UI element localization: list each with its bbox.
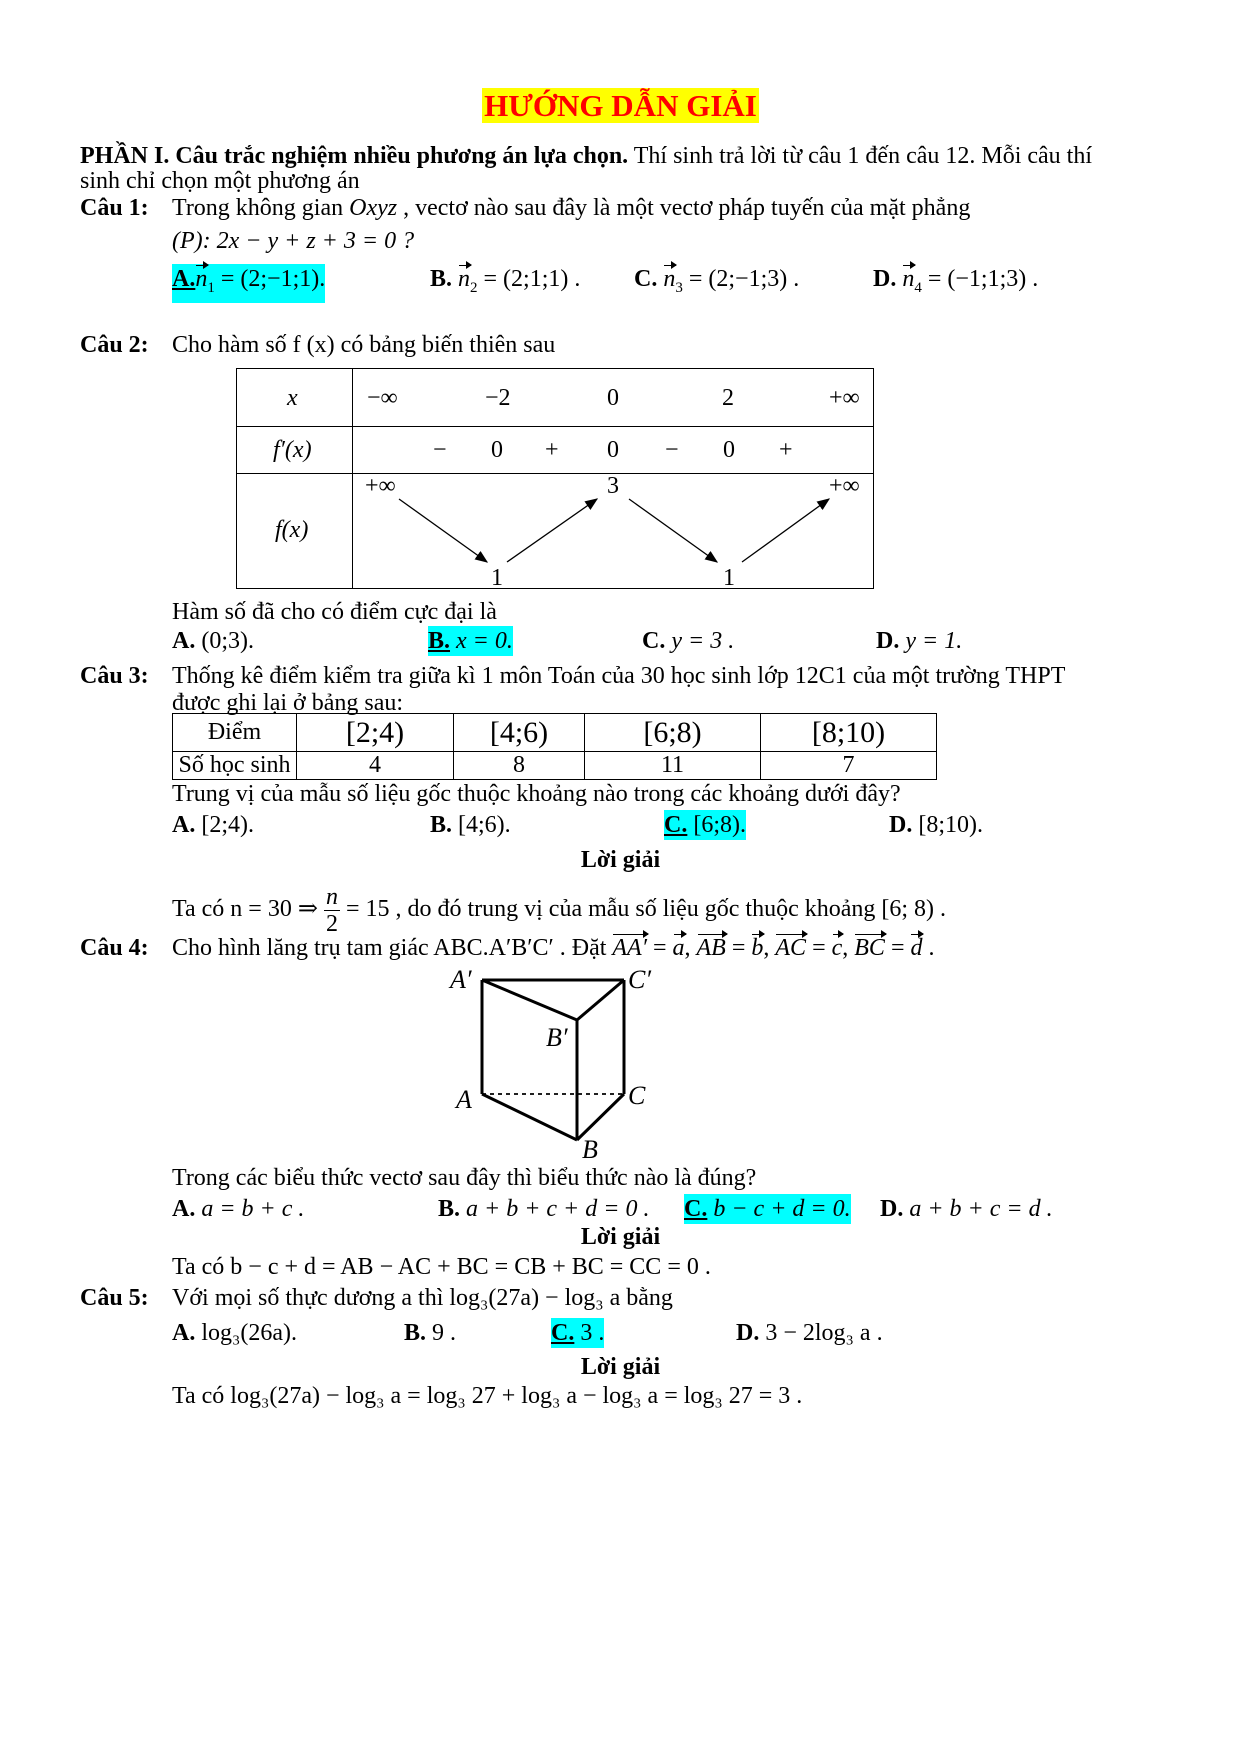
q4-option-a[interactable]: A. a = b + c .	[172, 1196, 305, 1222]
q3-option-b[interactable]: B. [4;6).	[430, 812, 511, 838]
part1-instruction: sinh chỉ chọn một phương án	[80, 168, 360, 194]
count-value: 4	[297, 752, 454, 780]
vt-f-value: +∞	[829, 473, 860, 499]
vt-f-label: f(x)	[275, 517, 309, 543]
score-table-header: Điểm	[173, 714, 297, 752]
part1-heading: PHẦN I. Câu trắc nghiệm nhiều phương án lựa chọn. Thí sinh trả lời từ câu 1 đến câu 12. Mỗi câu thí	[80, 143, 1093, 169]
q2-question: Hàm số đã cho có điểm cực đại là	[172, 599, 497, 625]
q3-solution-label: Lời giải	[580, 847, 661, 873]
q5-option-b[interactable]: B. 9 .	[404, 1320, 457, 1346]
q3-option-c[interactable]: C. [6;8).	[664, 812, 746, 838]
q5-option-d[interactable]: D. 3 − 2log₃ a .	[736, 1320, 883, 1346]
q5-option-a[interactable]: A. log₃(26a).	[172, 1320, 298, 1346]
q3-solution: Ta có n = 30 ⇒ $\frac{n}{2}$ = 15 , do đó trung vị của mẫu số liệu gốc thuộc khoảng [6; 8) .	[172, 884, 947, 937]
count-value: 11	[585, 752, 761, 780]
vt-x-value: +∞	[829, 385, 860, 411]
prism-label-a: A	[456, 1085, 472, 1114]
q2-option-c[interactable]: C. y = 3 .	[642, 628, 735, 654]
q3-label: Câu 3:	[80, 663, 149, 689]
q1-label: Câu 1:	[80, 195, 149, 221]
q3-text2: được ghi lại ở bảng sau:	[172, 690, 404, 716]
q1-option-a[interactable]: $A.n_1$ = (2;−1;1).	[172, 264, 325, 303]
q2-option-b[interactable]: B. x = 0.	[428, 628, 513, 654]
vt-fp-value: +	[779, 437, 793, 463]
prism-figure	[440, 962, 670, 1162]
q5-option-c[interactable]: C. 3 .	[551, 1320, 605, 1346]
vt-x-value: 0	[607, 385, 619, 411]
prism-label-c: C	[628, 1081, 646, 1110]
vt-f-value: 3	[607, 473, 619, 499]
score-interval: [2;4)	[297, 714, 454, 752]
q5-label: Câu 5:	[80, 1285, 149, 1311]
q1-option-b[interactable]: B. $n_2$ = (2;1;1) .	[430, 266, 581, 296]
q4-option-b[interactable]: B. a + b + c + d = 0 .	[438, 1196, 650, 1222]
vt-f-value: 1	[491, 565, 503, 591]
score-interval: [4;6)	[454, 714, 585, 752]
q4-option-c[interactable]: C. b − c + d = 0.	[684, 1196, 851, 1222]
vt-f-value: +∞	[365, 473, 396, 499]
q4-label: Câu 4:	[80, 935, 149, 961]
q3-option-d[interactable]: D. [8;10).	[889, 812, 983, 838]
vt-fp-value: −	[665, 437, 679, 463]
vt-x-value: 2	[722, 385, 734, 411]
count-label: Số học sinh	[173, 752, 297, 780]
q2-option-a[interactable]: A. (0;3).	[172, 628, 254, 654]
variation-arrows	[237, 369, 873, 588]
prism-label-c1: C′	[628, 965, 652, 994]
vt-fp-label: f′(x)	[273, 437, 312, 463]
vt-f-value: 1	[723, 565, 735, 591]
q2-label: Câu 2:	[80, 332, 149, 358]
prism-label-b: B	[582, 1135, 598, 1162]
count-value: 7	[761, 752, 937, 780]
variation-table	[236, 368, 874, 589]
q2-option-d[interactable]: D. y = 1.	[876, 628, 963, 654]
q3-question: Trung vị của mẫu số liệu gốc thuộc khoảng nào trong các khoảng dưới đây?	[172, 781, 901, 807]
q1-option-d[interactable]: D. $n_4$ = (−1;1;3) .	[873, 266, 1039, 296]
vt-fp-value: 0	[607, 437, 619, 463]
vt-x-value: −∞	[367, 385, 398, 411]
vt-x-label: x	[287, 385, 298, 411]
q4-solution: Ta có b − c + d = AB − AC + BC = CB + BC = CC = 0 .	[172, 1254, 711, 1280]
vt-fp-value: −	[433, 437, 447, 463]
q4-solution-label: Lời giải	[580, 1224, 661, 1250]
q4-option-d[interactable]: D. a + b + c = d .	[880, 1196, 1053, 1222]
score-interval: [6;8)	[585, 714, 761, 752]
q4-text: Cho hình lăng trụ tam giác ABC.A′B′C′ . Đặt AA′ = a, AB = b, AC = c, BC = d .	[172, 935, 935, 961]
q3-option-a[interactable]: A. [2;4).	[172, 812, 254, 838]
q5-solution-label: Lời giải	[580, 1354, 661, 1380]
prism-label-a1: A′	[450, 965, 472, 994]
vt-fp-value: 0	[491, 437, 503, 463]
score-interval: [8;10)	[761, 714, 937, 752]
score-table	[172, 713, 937, 780]
q1-text: Trong không gian Oxyz , vectơ nào sau đây là một vectơ pháp tuyến của mặt phẳng	[172, 195, 971, 221]
q5-text: Với mọi số thực dương a thì log₃(27a) − log₃ a bằng	[172, 1285, 673, 1311]
vt-fp-value: 0	[723, 437, 735, 463]
q1-plane: (P): 2x − y + z + 3 = 0 ?	[172, 228, 415, 254]
q3-text: Thống kê điểm kiểm tra giữa kì 1 môn Toán của 30 học sinh lớp 12C1 của một trường THPT	[172, 663, 1066, 689]
page-title: HƯỚNG DẪN GIẢI	[484, 88, 757, 123]
q1-option-c[interactable]: C. $n_3$ = (2;−1;3) .	[634, 266, 800, 296]
count-value: 8	[454, 752, 585, 780]
vt-x-value: −2	[485, 385, 511, 411]
vt-fp-value: +	[545, 437, 559, 463]
q5-solution: Ta có log₃(27a) − log₃ a = log₃ 27 + log₃ a − log₃ a = log₃ 27 = 3 .	[172, 1383, 803, 1409]
q4-question: Trong các biểu thức vectơ sau đây thì biểu thức nào là đúng?	[172, 1165, 757, 1191]
q2-text: Cho hàm số f (x) có bảng biến thiên sau	[172, 332, 556, 358]
prism-label-b1: B′	[546, 1023, 568, 1052]
